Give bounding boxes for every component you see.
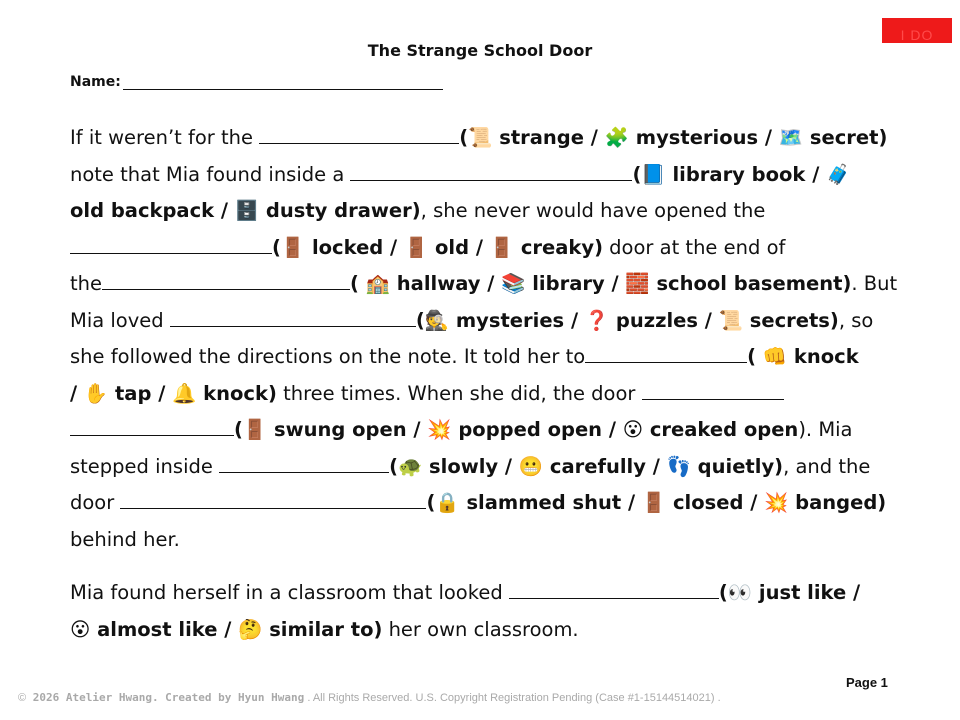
fill-blank[interactable] [70,417,234,436]
worksheet-title: The Strange School Door [367,41,593,60]
story-line: Mia loved (🕵️ mysteries / ❓ puzzles / 📜 secrets), so [70,308,874,332]
copyright-icon: © [18,692,27,704]
word-options: (🔒 slammed shut / 🚪 closed / 💥 banged) [426,491,887,514]
name-field-row [70,74,443,90]
story-line: If it weren’t for the (📜 strange / 🧩 mysterious / 🗺️ secret) [70,126,888,149]
word-options: (👀 just like / [718,581,861,604]
fill-blank[interactable] [350,162,632,181]
copyright-author: 2026 Atelier Hwang. Created by Hyun Hwang [26,691,305,704]
fill-blank[interactable] [70,235,272,254]
name-blank-line[interactable] [123,77,443,90]
story-line: door (🔒 slammed shut / 🚪 closed / 💥 banged) [70,491,887,514]
fill-blank[interactable] [509,580,719,599]
word-options: 😮 almost like / 🤔 similar to) [70,617,383,641]
word-options: (📘 library book / 🧳 [632,162,851,186]
page-number: Page 1 [846,675,888,690]
story-line: (🚪 swung open / 💥 popped open / 😮 creaked open). Mia [70,412,945,449]
word-options: (🕵️ mysteries / ❓ puzzles / 📜 secrets) [415,308,839,332]
word-options: / ✋ tap / 🔔 knock) [70,381,277,405]
story-line: Mia found herself in a classroom that looked (👀 just like / [70,581,861,604]
fill-blank[interactable] [259,125,459,144]
story-line: / ✋ tap / 🔔 knock) three times. When she did, the door [70,376,945,413]
copyright-footer [18,691,721,704]
copyright-rights: . All Rights Reserved. U.S. Copyright Registration Pending (Case #1-15144514021) . [304,692,721,704]
word-options: ( 🏫 hallway / 📚 library / 🧱 school basement) [350,272,852,295]
fill-blank[interactable] [585,344,747,363]
word-options: (🚪 swung open / 💥 popped open / 😮 creaked open [234,418,799,441]
word-options: (📜 strange / 🧩 mysterious / 🗺️ secret) [459,126,888,149]
story-paragraph-1 [70,120,945,558]
story-paragraph-2 [70,575,945,648]
story-line: behind her. [70,527,180,551]
fill-blank[interactable] [102,271,350,290]
story-line: note that Mia found inside a (📘 library book / 🧳 [70,162,851,186]
fill-blank[interactable] [219,454,389,473]
story-line: old backpack / 🗄️ dusty drawer), she never would have opened the [70,199,766,222]
story-line: the ( 🏫 hallway / 📚 library / 🧱 school basement). But [70,272,898,295]
story-line: she followed the directions on the note. It told her to ( 👊 knock [70,345,859,368]
name-label: Name: [70,74,121,90]
story-line: 😮 almost like / 🤔 similar to) her own classroom. [70,617,579,641]
story-line: stepped inside (🐢 slowly / 😬 carefully / 👣 quietly), and the [70,454,871,478]
fill-blank[interactable] [170,308,416,327]
word-options: (🚪 locked / 🚪 old / 🚪 creaky) [272,235,603,259]
fill-blank[interactable] [120,490,426,509]
word-options: (🐢 slowly / 😬 carefully / 👣 quietly) [389,454,784,478]
word-options: ( 👊 knock [747,345,859,368]
story-line: (🚪 locked / 🚪 old / 🚪 creaky) door at the end of [70,230,945,267]
i-do-badge: I DO [882,18,952,43]
word-options: old backpack / 🗄️ dusty drawer) [70,199,421,222]
fill-blank[interactable] [642,381,784,400]
